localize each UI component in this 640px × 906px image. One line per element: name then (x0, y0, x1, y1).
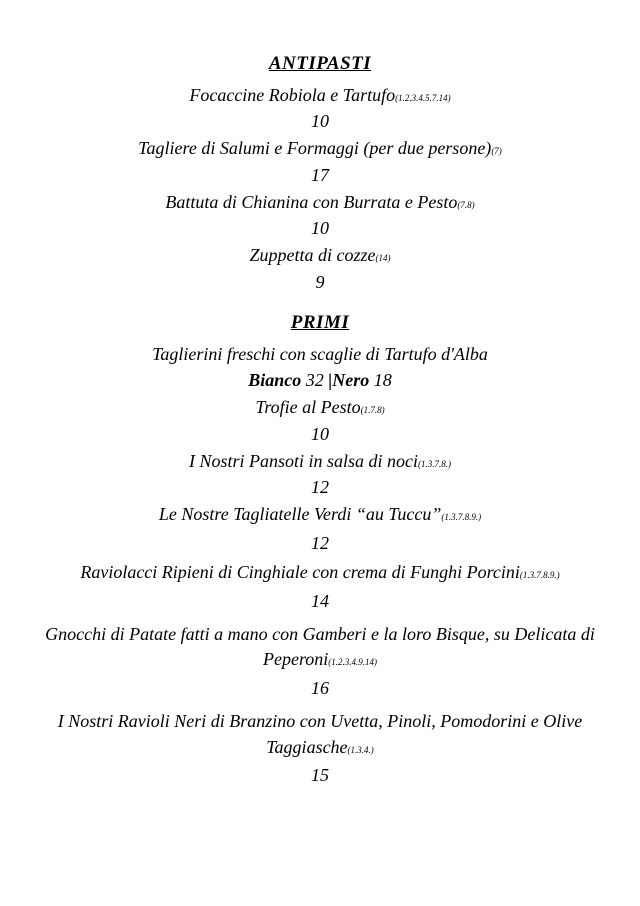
allergen-codes: (14) (375, 253, 391, 264)
dish-name: Tagliere di Salumi e Formaggi (per due persone) (138, 138, 492, 159)
menu-item-name (30, 83, 610, 109)
dish-name: Gnocchi di Patate fatti a mano con Gamberi e la loro Bisque, su Delicata di Peperoni (45, 623, 595, 670)
dish-name: Focaccine Robiola e Tartufo (189, 84, 396, 105)
allergen-codes: (7) (491, 146, 502, 157)
menu-item-price: 9 (315, 271, 325, 292)
dish-name: Battuta di Chianina con Burrata e Pesto (165, 191, 458, 212)
menu-item-name (30, 243, 610, 269)
allergen-codes: (1.3.4.) (347, 744, 374, 755)
dish-name: I Nostri Ravioli Neri di Branzino con Uvetta, Pinoli, Pomodorini e Olive Taggiasche (57, 710, 583, 757)
menu-item-price: 10 (311, 218, 329, 239)
menu-item-price: 12 (311, 477, 329, 498)
menu-item-name (30, 622, 610, 673)
menu-item-price: 14 (311, 590, 329, 611)
menu-item-name (30, 395, 610, 421)
allergen-codes: (1.7.8) (360, 405, 385, 416)
menu-item-name (30, 709, 610, 760)
allergen-codes: (1.3.7.8.) (418, 458, 452, 469)
allergen-codes: (1.2.3.4.9.14) (328, 657, 378, 668)
price-variant-separator: | (328, 370, 333, 391)
section-heading-primi: PRIMI (290, 312, 350, 334)
menu-item-price-variants (30, 367, 610, 393)
allergen-codes: (1.2.3.4.5.7.14) (395, 92, 451, 103)
menu-item-name (30, 502, 610, 528)
menu-item-price: 16 (311, 677, 329, 698)
menu-item-price: 12 (311, 533, 329, 554)
dish-name: Raviolacci Ripieni di Cinghiale con crema di Funghi Porcini (80, 562, 520, 583)
dish-name: Le Nostre Tagliatelle Verdi “au Tuccu” (158, 504, 442, 525)
menu-item-price: 17 (311, 164, 329, 185)
allergen-codes: (1.3.7.8.9.) (441, 512, 482, 523)
menu-item-name (30, 560, 610, 586)
menu-item-price: 10 (311, 423, 329, 444)
dish-name: Zuppetta di cozze (249, 245, 376, 266)
section-heading-antipasti: ANTIPASTI (268, 53, 372, 74)
menu-item-name (30, 342, 610, 368)
menu-item-price: 15 (311, 765, 329, 786)
allergen-codes: (1.3.7.8.9.) (519, 570, 560, 581)
allergen-codes: (7.8) (457, 199, 475, 210)
dish-name: I Nostri Pansoti in salsa di noci (188, 450, 419, 471)
menu-item-name (30, 136, 610, 162)
price-variant-value-bianco: 32 (305, 370, 324, 391)
menu-item-name (30, 190, 610, 216)
menu-item-name (30, 449, 610, 475)
dish-name: Trofie al Pesto (255, 397, 361, 418)
price-variant-value-nero: 18 (373, 370, 392, 391)
price-variant-label-bianco: Bianco (248, 370, 302, 391)
dish-name: Taglierini freschi con scaglie di Tartufo d'Alba (152, 343, 488, 364)
price-variant-label-nero: Nero (332, 370, 370, 391)
menu-content (30, 50, 610, 788)
menu-item-price: 10 (311, 111, 329, 132)
